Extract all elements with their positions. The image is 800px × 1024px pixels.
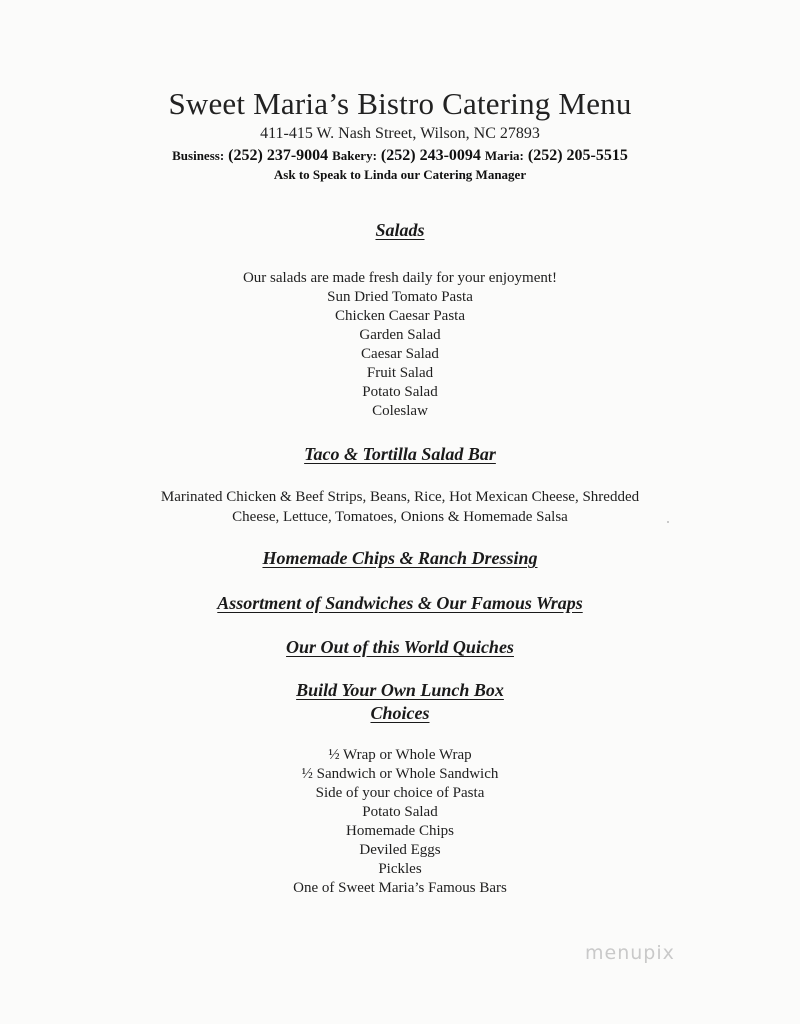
scan-speck (667, 521, 669, 523)
watermark-logo: menupix (585, 942, 675, 964)
bakery-label: Bakery: (332, 148, 377, 163)
list-item: Garden Salad (359, 327, 441, 343)
taco-bar-description (0, 487, 800, 527)
bakery-phone: (252) 243-0094 (380, 147, 481, 164)
business-phone: (252) 237-9004 (228, 147, 329, 164)
quiches-heading: Our Out of this World Quiches (286, 637, 514, 657)
lunch-box-heading: Build Your Own Lunch Box (296, 680, 504, 700)
address: 411-415 W. Nash Street, Wilson, NC 27893 (260, 125, 540, 142)
list-item: Pickles (378, 861, 422, 877)
lunch-box-list (0, 746, 800, 898)
list-item: Caesar Salad (361, 346, 439, 362)
business-label: Business: (172, 148, 225, 163)
maria-phone: (252) 205-5515 (527, 147, 628, 164)
sandwiches-heading: Assortment of Sandwiches & Our Famous Wraps (217, 593, 583, 613)
salads-intro: Our salads are made fresh daily for your enjoyment! (242, 270, 558, 286)
list-item: One of Sweet Maria’s Famous Bars (293, 880, 507, 896)
salads-list (0, 269, 800, 421)
list-item: Fruit Salad (366, 365, 434, 381)
chips-heading: Homemade Chips & Ranch Dressing (262, 548, 538, 568)
taco-bar-line: Cheese, Lettuce, Tomatoes, Onions & Homemade Salsa (232, 509, 568, 525)
contact-note: Ask to Speak to Linda our Catering Manager (273, 167, 527, 182)
page-title: Sweet Maria’s Bistro Catering Menu (168, 86, 632, 121)
maria-label: Maria: (484, 148, 524, 163)
list-item: Sun Dried Tomato Pasta (327, 289, 473, 305)
list-item: Homemade Chips (346, 823, 454, 839)
taco-bar-heading: Taco & Tortilla Salad Bar (304, 444, 496, 464)
taco-bar-line: Marinated Chicken & Beef Strips, Beans, Rice, Hot Mexican Cheese, Shredded (160, 489, 640, 505)
lunch-box-heading-choices: Choices (370, 703, 430, 723)
list-item: Side of your choice of Pasta (315, 785, 485, 801)
list-item: Potato Salad (362, 804, 438, 820)
list-item: Coleslaw (372, 403, 428, 419)
salads-heading: Salads (375, 220, 425, 240)
list-item: Chicken Caesar Pasta (335, 308, 465, 324)
list-item: ½ Wrap or Whole Wrap (328, 747, 472, 763)
list-item: Potato Salad (362, 384, 438, 400)
list-item: ½ Sandwich or Whole Sandwich (301, 766, 499, 782)
phone-line (0, 147, 800, 165)
list-item: Deviled Eggs (359, 842, 441, 858)
